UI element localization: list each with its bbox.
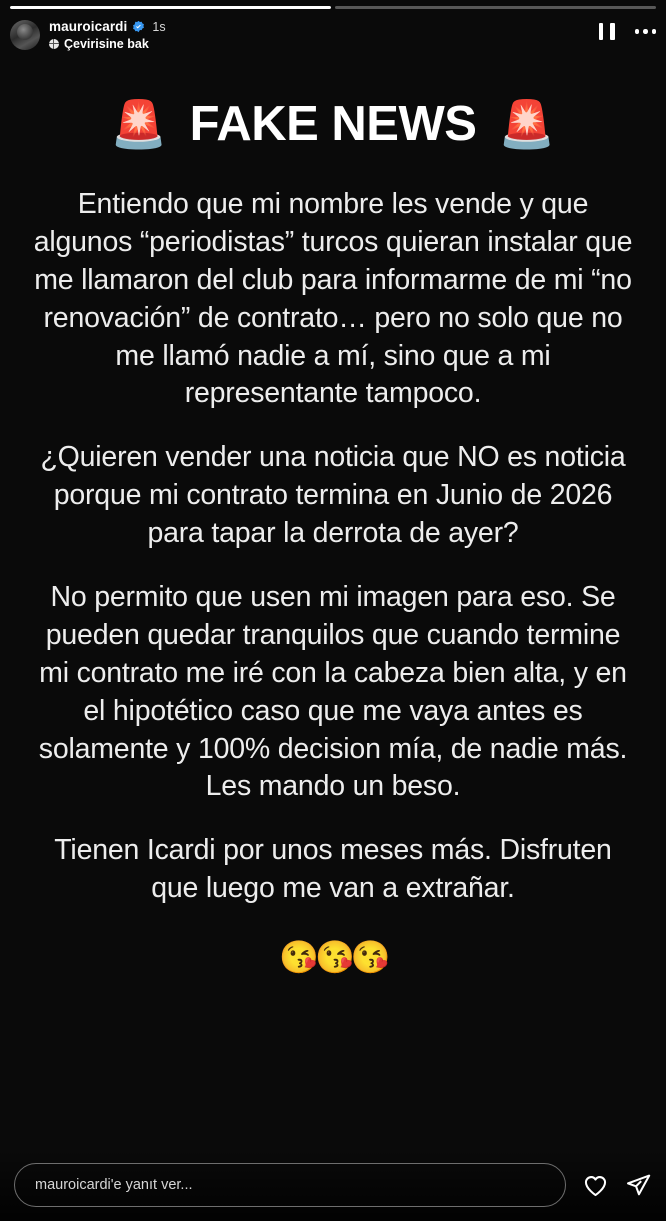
story-header-actions <box>599 18 657 40</box>
pause-icon[interactable] <box>599 23 615 40</box>
username-row[interactable] <box>49 19 166 34</box>
avatar[interactable] <box>10 20 40 50</box>
see-translation-label: Çevirisine bak <box>64 37 149 51</box>
story-header <box>10 18 656 64</box>
headline-text: FAKE NEWS <box>189 97 477 151</box>
siren-left-emoji: 🚨 <box>110 98 168 150</box>
reply-input[interactable] <box>14 1163 566 1207</box>
story-paragraph-1: Entiendo que mi nombre les vende y que algunos “periodistas” turcos quieran instalar que me llamaron del club para informarme de mi “no renovación” de contrato… pero no solo que no me llamó nadie a mí, sino que a mi representante tampoco. <box>33 188 633 410</box>
progress-segment-2[interactable] <box>335 6 656 9</box>
story-paragraph-3: No permito que usen mi imagen para eso. Se pueden quedar tranquilos que cuando termine mi contrato me iré con la cabeza bien alta, y en el hipotético caso que me vaya antes es solamente y 100% decision mía, de nadie más. Les mando un beso. <box>38 581 628 803</box>
kiss-emoji-row: 😘😘😘 <box>279 939 387 976</box>
headline-row <box>28 96 638 152</box>
story-content <box>0 80 666 976</box>
story-footer <box>0 1149 666 1221</box>
more-options-icon[interactable] <box>635 29 657 34</box>
see-translation-button[interactable] <box>49 37 166 51</box>
progress-segment-1-fill <box>10 6 331 9</box>
heart-icon[interactable] <box>582 1172 609 1199</box>
story-progress-bar <box>10 6 656 9</box>
timestamp: 1s <box>152 19 166 34</box>
send-icon[interactable] <box>625 1172 652 1199</box>
reply-input-placeholder: mauroicardi'e yanıt ver... <box>35 1177 193 1193</box>
story-header-text <box>49 18 166 51</box>
verified-badge-icon <box>132 20 145 33</box>
story-paragraph-4: Tienen Icardi por unos meses más. Disfruten que luego me van a extrañar. <box>54 834 612 905</box>
story-paragraph-2: ¿Quieren vender una noticia que NO es noticia porque mi contrato termina en Junio de 2026 para tapar la derrota de ayer? <box>40 441 626 550</box>
progress-segment-1[interactable] <box>10 6 331 9</box>
translate-icon <box>49 39 59 49</box>
siren-right-emoji: 🚨 <box>498 98 556 150</box>
username[interactable]: mauroicardi <box>49 19 128 34</box>
